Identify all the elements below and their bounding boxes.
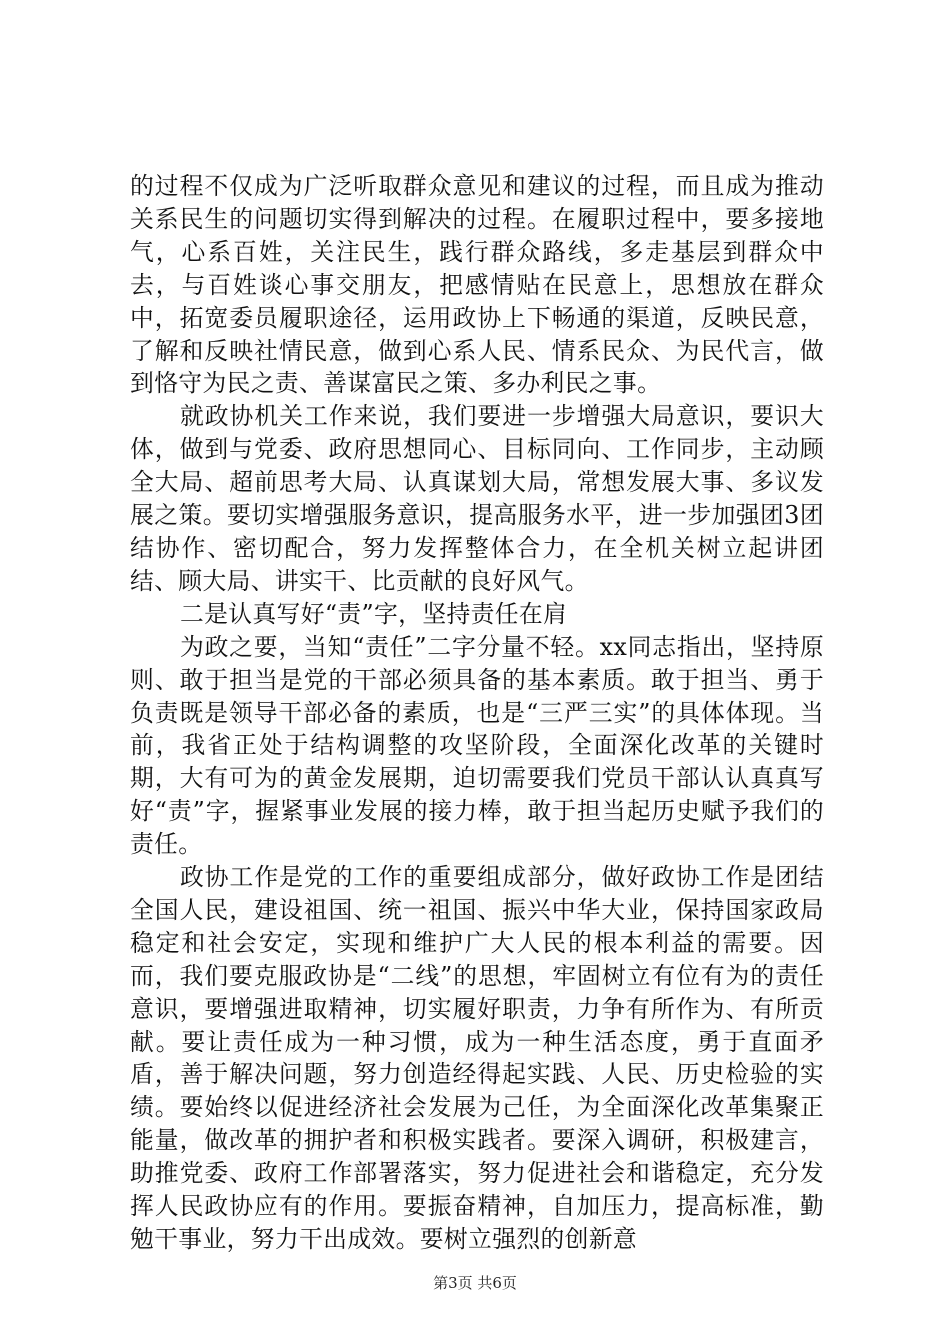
document-body <box>130 170 824 1256</box>
paragraph-responsibility-weight: 为政之要，当知“责任”二字分量不轻。xx同志指出，坚持原则、敢于担当是党的干部必须具备的基本素质。敢于担当、勇于负责既是领导干部必备的素质，也是“三严三实”的具体体现。当前，我省正处于结构调整的攻坚阶段，全面深化改革的关键时期，大有可为的黄金发展期，迫切需要我们党员干部认认真真写好“责”字，握紧事业发展的接力棒，敢于担当起历史赋予我们的责任。 <box>130 632 824 859</box>
paragraph-continuation: 的过程不仅成为广泛听取群众意见和建议的过程，而且成为推动关系民生的问题切实得到解决的过程。在履职过程中，要多接地气，心系百姓，关注民生，践行群众路线，多走基层到群众中去，与百姓谈心事交朋友，把感情贴在民意上，思想放在群众中，拓宽委员履职途径，运用政协上下畅通的渠道，反映民意，了解和反映社情民意，做到心系人民、情系民众、为民代言，做到恪守为民之责、善谋富民之策、多办利民之事。 <box>130 172 824 398</box>
page-number-footer: 第3页 共6页 <box>433 1274 517 1292</box>
section-heading-responsibility: 二是认真写好“责”字，坚持责任在肩 <box>179 599 568 628</box>
paragraph-organ-work: 就政协机关工作来说，我们要进一步增强大局意识，要识大体，做到与党委、政府思想同心、目标同向、工作同步，主动顾全大局、超前思考大局、认真谋划大局，常想发展大事、多议发展之策。要切实增强服务意识，提高服务水平，进一步加强团3团结协作、密切配合，努力发挥整体合力，在全机关树立起讲团结、顾大局、讲实干、比贡献的良好风气。 <box>130 402 824 595</box>
paragraph-cppcc-work: 政协工作是党的工作的重要组成部分，做好政协工作是团结全国人民，建设祖国、统一祖国、振兴中华大业，保持国家政局稳定和社会安定，实现和维护广大人民的根本利益的需要。因而，我们要克服政协是“二线”的思想，牢固树立有位有为的责任意识，要增强进取精神，切实履好职责，力争有所作为、有所贡献。要让责任成为一种习惯，成为一种生活态度，勇于直面矛盾，善于解决问题，努力创造经得起实践、人民、历史检验的实绩。要始终以促进经济社会发展为己任，为全面深化改革集聚正能量，做改革的拥护者和积极实践者。要深入调研，积极建言，助推党委、政府工作部署落实，努力促进社会和谐稳定，充分发挥人民政协应有的作用。要振奋精神，自加压力，提高标准，勤勉干事业，努力干出成效。要树立强烈的创新意 <box>130 863 824 1253</box>
